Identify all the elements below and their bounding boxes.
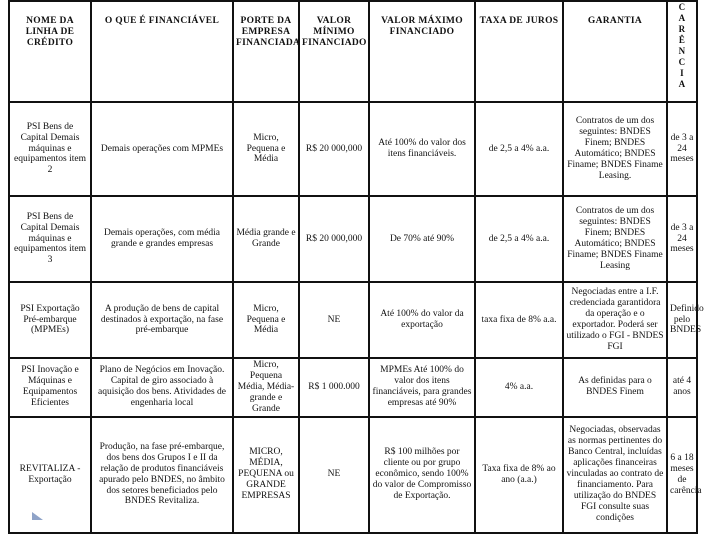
cell-garantia: Negociadas entre a I.F. credenciada garantidora da operação e o exportador. Poderá ser utilizado o FGI - BNDES FGI: [563, 282, 667, 358]
cell-porte: Micro, Pequena Média, Média-grande e Grande: [233, 358, 299, 417]
header-porte: PORTE DA EMPRESA FINANCIADA: [233, 1, 299, 102]
cell-nome: PSI Bens de Capital Demais máquinas e equipamentos item 2: [9, 102, 91, 196]
cell-nome: PSI Inovação e Máquinas e Equipamentos Eficientes: [9, 358, 91, 417]
cell-financiavel: Demais operações com MPMEs: [91, 102, 233, 196]
table-row: [9, 358, 697, 417]
cell-financiavel: A produção de bens de capital destinados à exportação, na fase pré-embarque: [91, 282, 233, 358]
cell-nome: PSI Exportação Pré-embarque (MPMEs): [9, 282, 91, 358]
cell-carencia: até 4 anos: [667, 358, 697, 417]
cell-valor-minimo: R$ 20 000,000: [299, 196, 369, 282]
cell-valor-minimo: R$ 1 000.000: [299, 358, 369, 417]
cell-valor-maximo: De 70% até 90%: [369, 196, 475, 282]
cell-financiavel: Plano de Negócios em Inovação. Capital de giro associado à aquisição dos bens. Atividades de engenharia local: [91, 358, 233, 417]
header-financiavel: O QUE É FINANCIÁVEL: [91, 1, 233, 102]
cell-taxa: taxa fixa de 8% a.a.: [475, 282, 563, 358]
header-taxa: TAXA DE JUROS: [475, 1, 563, 102]
cell-valor-maximo: Até 100% do valor da exportação: [369, 282, 475, 358]
cell-porte: MICRO, MÉDIA, PEQUENA ou GRANDE EMPRESAS: [233, 417, 299, 533]
cell-carencia: 6 a 18 meses de carência: [667, 417, 697, 533]
cell-valor-maximo: MPMEs Até 100% do valor dos itens financiáveis, para grandes empresas até 90%: [369, 358, 475, 417]
header-row: [9, 1, 697, 102]
credit-lines-table: [8, 0, 704, 534]
cell-porte: Micro, Pequena e Média: [233, 102, 299, 196]
cell-porte: Média grande e Grande: [233, 196, 299, 282]
cell-carencia: de 3 a 24 meses: [667, 102, 697, 196]
cell-carencia: de 3 a 24 meses: [667, 196, 697, 282]
cell-valor-minimo: R$ 20 000,000: [299, 102, 369, 196]
cell-financiavel: Demais operações, com média grande e grandes empresas: [91, 196, 233, 282]
cell-garantia: Contratos de um dos seguintes: BNDES Finem; BNDES Automático; BNDES Finame; BNDES Finame Leasing: [563, 196, 667, 282]
cell-taxa: Taxa fixa de 8% ao ano (a.a.): [475, 417, 563, 533]
cell-valor-minimo: NE: [299, 282, 369, 358]
cell-garantia: Negociadas, observadas as normas pertinentes do Banco Central, incluídas aplicações financeiras vinculadas ao contrato de financiamento. Para utilização do BNDES FGI consulte suas condições: [563, 417, 667, 533]
cell-taxa: de 2,5 a 4% a.a.: [475, 196, 563, 282]
table-row: [9, 196, 697, 282]
cell-taxa: de 2,5 a 4% a.a.: [475, 102, 563, 196]
table-row: [9, 102, 697, 196]
cell-valor-minimo: NE: [299, 417, 369, 533]
cell-garantia: As definidas para o BNDES Finem: [563, 358, 667, 417]
table-row: [9, 282, 697, 358]
cell-porte: Micro, Pequena e Média: [233, 282, 299, 358]
header-valor-maximo: VALOR MÁXIMO FINANCIADO: [369, 1, 475, 102]
cell-taxa: 4% a.a.: [475, 358, 563, 417]
table-row: [9, 417, 697, 533]
cell-valor-maximo: Até 100% do valor dos itens financiáveis.: [369, 102, 475, 196]
header-valor-minimo: VALOR MÍNIMO FINANCIADO: [299, 1, 369, 102]
header-nome: NOME DA LINHA DE CRÉDITO: [9, 1, 91, 102]
cell-valor-maximo: R$ 100 milhões por cliente ou por grupo econômico, sendo 100% do valor de Compromisso de Exportação.: [369, 417, 475, 533]
cell-carencia: Definido pelo BNDES: [667, 282, 697, 358]
cell-nome: PSI Bens de Capital Demais máquinas e equipamentos item 3: [9, 196, 91, 282]
cell-nome: REVITALIZA - Exportação: [9, 417, 91, 533]
header-garantia: GARANTIA: [563, 1, 667, 102]
cell-financiavel: Produção, na fase pré-embarque, dos bens dos Grupos I e II da relação de produtos financiáveis apurado pelo BNDES, no âmbito dos setores beneficiados pelo BNDES Revitaliza.: [91, 417, 233, 533]
header-carencia: CARÊNCIA: [667, 1, 697, 102]
cell-garantia: Contratos de um dos seguintes: BNDES Finem; BNDES Automático; BNDES Finame; BNDES Finame Leasing.: [563, 102, 667, 196]
slide-corner-decoration: [32, 512, 43, 520]
